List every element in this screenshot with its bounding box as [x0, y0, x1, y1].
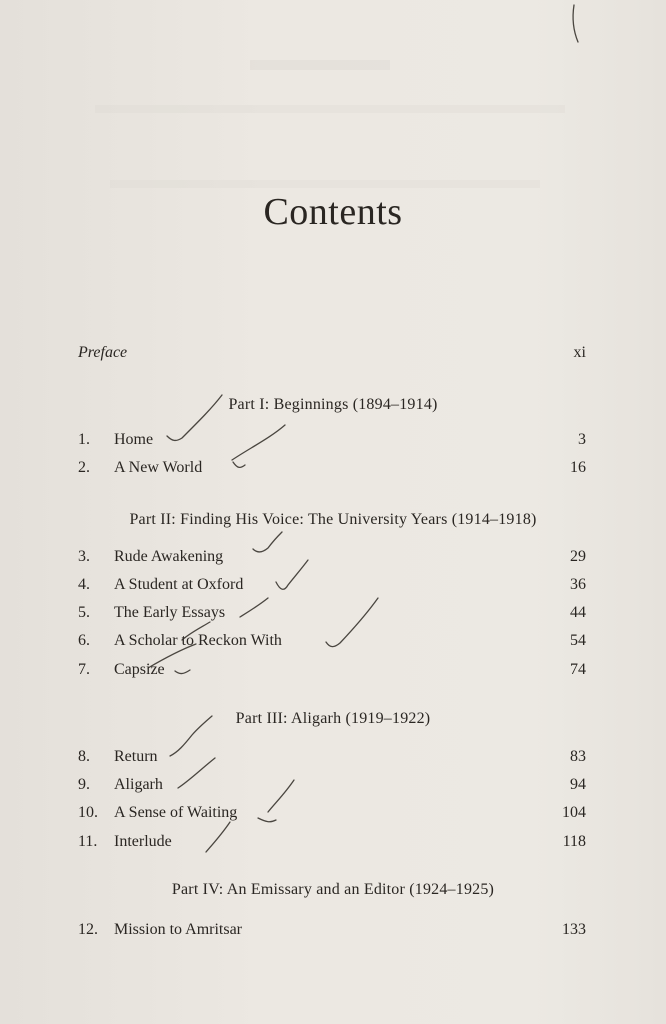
toc-chapter-number: 7. — [78, 661, 90, 678]
toc-entry — [78, 658, 586, 682]
toc-page-number: 44 — [570, 604, 586, 621]
toc-page-number: 133 — [562, 921, 586, 938]
toc-entry — [78, 545, 586, 569]
toc-entry-label: A Sense of Waiting — [114, 804, 238, 821]
toc-entry-label: Mission to Amritsar — [114, 921, 243, 938]
toc-page-number: 94 — [570, 776, 586, 793]
toc-entry-label: Preface — [78, 344, 128, 361]
toc-entry-label: The Early Essays — [114, 604, 226, 621]
toc-page-number: 104 — [562, 804, 586, 821]
toc-chapter-number: 1. — [78, 431, 90, 448]
toc-entry-label: A Student at Oxford — [114, 576, 244, 593]
part-heading: Part I: Beginnings (1894–1914) — [228, 396, 438, 413]
toc-entry — [78, 918, 586, 942]
toc-entry-label: Capsize — [114, 661, 165, 678]
toc-chapter-number: 2. — [78, 459, 90, 476]
toc-entry-label: Return — [114, 748, 158, 765]
page-title: Contents — [263, 191, 403, 233]
toc-entry — [78, 601, 586, 625]
toc-page-number: 74 — [570, 661, 586, 678]
part-heading: Part IV: An Emissary and an Editor (1924–1925) — [171, 881, 495, 898]
toc-page-number: 83 — [570, 748, 586, 765]
toc-entry — [78, 773, 586, 797]
toc-chapter-number: 6. — [78, 632, 90, 649]
toc-chapter-number: 5. — [78, 604, 90, 621]
toc-entry — [78, 573, 586, 597]
toc-page-number: 36 — [570, 576, 586, 593]
toc-entry-label: Rude Awakening — [114, 548, 224, 565]
toc-page-number: 16 — [570, 459, 586, 476]
toc-page-number: 3 — [578, 431, 586, 448]
toc-entry — [78, 801, 586, 825]
toc-entry — [78, 745, 586, 769]
toc-entry-label: Aligarh — [114, 776, 163, 793]
toc-chapter-number: 12. — [78, 921, 98, 938]
toc-page-number: 29 — [570, 548, 586, 565]
part-heading: Part III: Aligarh (1919–1922) — [235, 710, 431, 727]
toc-chapter-number: 10. — [78, 804, 98, 821]
toc-chapter-number: 8. — [78, 748, 90, 765]
toc-entry — [78, 830, 586, 854]
toc-chapter-number: 9. — [78, 776, 90, 793]
toc-page-number: xi — [573, 344, 586, 361]
toc-page-number: 118 — [562, 833, 586, 850]
toc-entry — [78, 456, 586, 480]
toc-entry — [78, 428, 586, 452]
toc-entry-label: Interlude — [114, 833, 172, 850]
toc-chapter-number: 3. — [78, 548, 90, 565]
toc-chapter-number: 11. — [78, 833, 98, 850]
toc-entry-label: A Scholar to Reckon With — [114, 632, 282, 649]
toc-entry — [78, 629, 586, 653]
toc-page-number: 54 — [570, 632, 586, 649]
toc-chapter-number: 4. — [78, 576, 90, 593]
toc-entry-label: Home — [114, 431, 154, 448]
toc-entry-preface — [78, 341, 586, 365]
toc-entry-label: A New World — [114, 459, 203, 476]
part-heading: Part II: Finding His Voice: The University Years (1914–1918) — [129, 511, 537, 528]
pencil-stroke-icon — [573, 5, 578, 42]
